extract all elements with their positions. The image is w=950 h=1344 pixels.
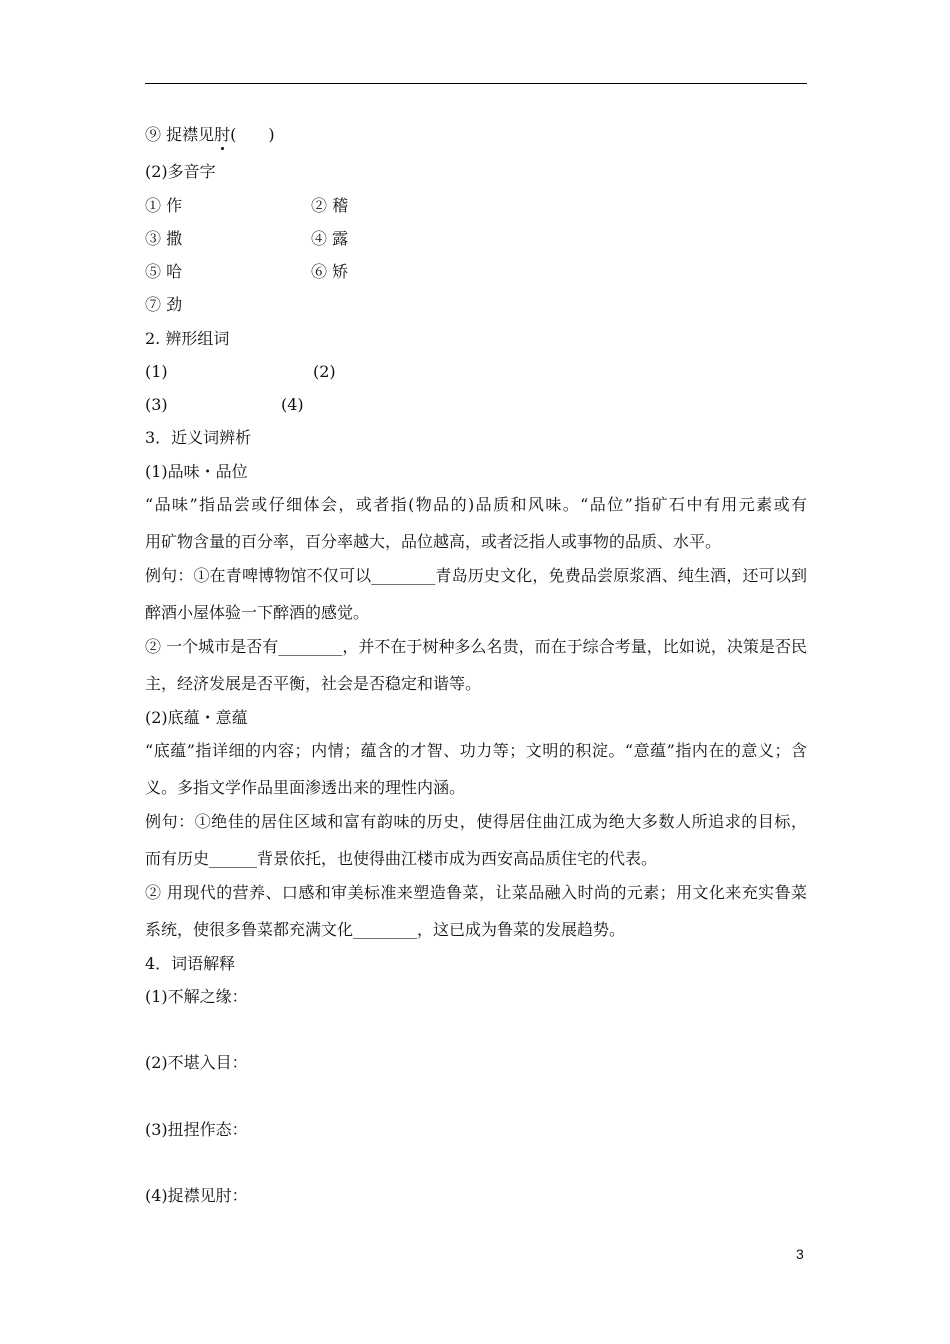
polyphonic-item: ① 作 <box>145 196 183 215</box>
header-rule <box>145 83 807 84</box>
example-text: ② 用现代的营养、口感和审美标准来塑造鲁菜，让菜品融入时尚的元素；用文化来充实鲁菜 <box>145 883 807 902</box>
word-group-4: (4) <box>281 395 304 414</box>
idiom-item: (1)不解之缘： <box>145 987 248 1006</box>
polyphonic-item: ⑦ 劲 <box>145 295 183 314</box>
word-group-1: (1) <box>145 362 168 381</box>
definition-text: “品味”指品尝或仔细体会，或者指(物品的)品质和风味。“品位”指矿石中有用元素或有 <box>145 495 807 514</box>
polyphonic-item: ④ 露 <box>311 229 349 248</box>
word-group-2: (2) <box>313 362 336 381</box>
subsection-2-heading: (2)底蕴・意蕴 <box>145 708 248 727</box>
emphasis-dot-char: 肘 <box>214 125 231 144</box>
example-text: 而有历史______背景依托，也使得曲江楼市成为西安高品质住宅的代表。 <box>145 849 658 868</box>
example-text: 例句：①绝佳的居住区域和富有韵味的历史，使得居住曲江成为绝大多数人所追求的目标， <box>145 812 807 831</box>
example-text: ② 一个城市是否有________，并不在于树种多么名贵，而在于综合考量，比如说，决策是否民 <box>145 637 807 656</box>
idiom-item: (3)扭捏作态： <box>145 1120 248 1139</box>
idiom-item: (2)不堪入目： <box>145 1053 248 1072</box>
polyphonic-item: ⑤ 哈 <box>145 262 183 281</box>
idiom-item: (4)捉襟见肘： <box>145 1186 248 1205</box>
polyphonic-item: ② 稽 <box>311 196 349 215</box>
section-2-heading: 2. 辨形组词 <box>145 329 230 348</box>
example-text: 醉酒小屋体验一下醉酒的感觉。 <box>145 603 370 622</box>
definition-text: 用矿物含量的百分率，百分率越大，品位越高，或者泛指人或事物的品质、水平。 <box>145 532 722 551</box>
definition-text: 义。多指文学作品里面渗透出来的理性内涵。 <box>145 778 466 797</box>
polyphonic-item: ⑥ 矫 <box>311 262 349 281</box>
word-group-3: (3) <box>145 395 168 414</box>
polyphonic-heading: (2)多音字 <box>145 162 216 181</box>
section-4-heading: 4．词语解释 <box>145 954 236 973</box>
subsection-1-heading: (1)品味・品位 <box>145 462 248 481</box>
page-number: 3 <box>796 1246 804 1262</box>
example-text: 主，经济发展是否平衡，社会是否稳定和谐等。 <box>145 674 482 693</box>
example-text: 例句：①在青啤博物馆不仅可以________青岛历史文化，免费品尝原浆酒、纯生酒，还可以到 <box>145 566 807 585</box>
item-9: ⑨ 捉襟见肘( ) <box>145 125 275 144</box>
section-3-heading: 3．近义词辨析 <box>145 428 252 447</box>
example-text: 系统，使很多鲁菜都充满文化________，这已成为鲁菜的发展趋势。 <box>145 920 626 939</box>
definition-text: “底蕴”指详细的内容；内情；蕴含的才智、功力等；文明的积淀。“意蕴”指内在的意义；含 <box>145 741 807 760</box>
polyphonic-item: ③ 撒 <box>145 229 183 248</box>
